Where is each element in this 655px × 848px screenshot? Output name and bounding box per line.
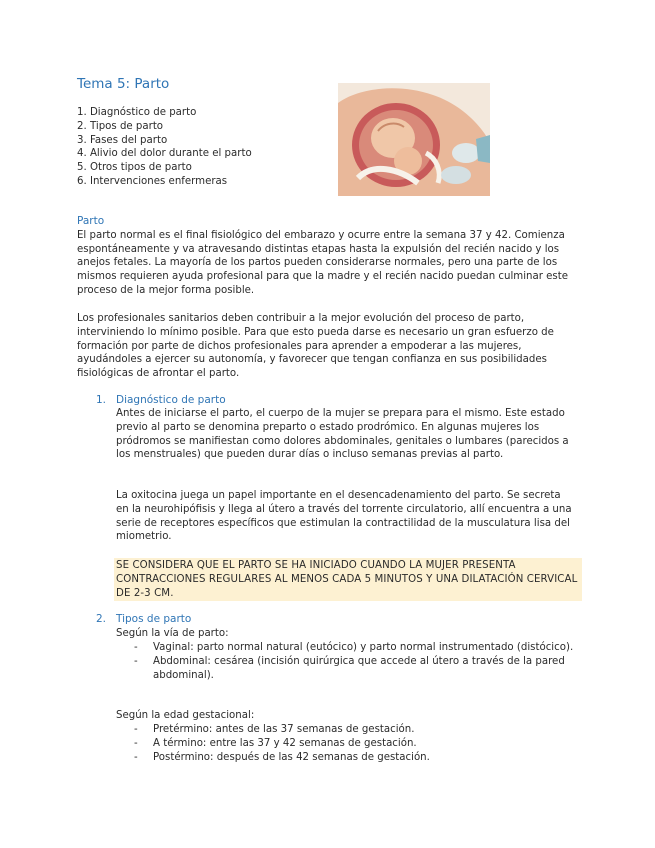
toc-item: 1. Diagnóstico de parto [77,107,197,118]
list-item-text: A término: entre las 37 y 42 semanas de gestación. [153,737,417,749]
toc-item: 3. Fases del parto [77,134,168,146]
section-1-paragraph-2: La oxitocina juega un papel importante en el desencadenamiento del parto. Se secreta en la neurohipófisis y llega al útero a través del torrente circulatorio, allí encuentra a una serie de receptores específicos que estimulan la contractilidad de la musculatura lisa del miometrio. [116,490,572,543]
parto-paragraph-1: El parto normal es el final fisiológico del embarazo y ocurre entre la semana 37 y 42. Comienza espontáneamente y va atravesando distintas etapas hasta la expulsión del recién nacido y los anejos fetales. La mayoría de los partos pueden considerarse normales, pero una parte de los mismos requieren ayuda profesional para que la madre y el recién nacido puedan culminar este proceso de la mejor forma posible. [77,229,569,296]
list-item [134,723,574,737]
dash-bullet: - [134,724,138,735]
list-item-text: Abdominal: cesárea (incisión quirúrgica que accede al útero a través de la pared abdominal). [153,655,565,681]
toc-item: 4. Alivio del dolor durante el parto [77,148,252,160]
via-label: Según la vía de parto: [116,628,229,639]
list-item [134,751,574,765]
section-1-paragraph-1: Antes de iniciarse el parto, el cuerpo de la mujer se prepara para el mismo. Este estado previo al parto se denomina preparto o estado prodrómico. En algunas mujeres los pródromos se manifiestan como dolores abdominales, genitales o lumbares (parecidos a los menstruales) que pueden durar días o incluso semanas previas al parto. [116,408,569,461]
section-2-heading [96,613,191,627]
highlighted-note: SE CONSIDERA QUE EL PARTO SE HA INICIADO CUANDO LA MUJER PRESENTA CONTRACCIONES REGULARES AL MENOS CADA 5 MINUTOS Y UNA DILATACIÓN CERVICAL DE 2-3 CM. [114,558,582,601]
dash-bullet: - [134,655,138,667]
edad-list [134,723,574,764]
parto-paragraph-2-block [77,312,577,381]
list-item-text: Vaginal: parto normal natural (eutócico) y parto normal instrumentado (distócico). [153,642,574,653]
list-item [134,737,574,751]
dash-bullet: - [134,751,138,763]
section-2-title: Tipos de parto [116,613,192,625]
parto-section [77,215,577,298]
section-1-paragraph-2-block [116,489,576,544]
parto-paragraph-2: Los profesionales sanitarios deben contribuir a la mejor evolución del proceso de parto, interviniendo lo mínimo posible. Para que esto pueda darse es necesario un gran esfuerzo de formación por parte de dichos profesionales para aprender a empoderar a las mujeres, ayudándoles a ejercer su autonomía, y favorecer que tengan confianza en sus posibilidades fisiológicas de afrontar el parto. [77,313,554,380]
list-item-text: Postérmino: después de las 42 semanas de gestación. [153,751,430,763]
section-1-heading [96,394,226,408]
dash-bullet: - [134,642,138,653]
toc-item: 2. Tipos de parto [77,120,164,132]
table-of-contents [77,106,327,189]
list-item [134,641,574,655]
childbirth-illustration [338,83,490,196]
page-title: Tema 5: Parto [77,76,170,92]
section-1-paragraph-1-block [116,407,576,462]
via-list [134,641,574,682]
list-item-text: Pretérmino: antes de las 37 semanas de gestación. [153,724,415,735]
toc-item: 5. Otros tipos de parto [77,162,192,174]
section-1-number: 1. [96,394,107,406]
list-item [134,655,574,683]
edad-label: Según la edad gestacional: [116,710,255,721]
toc-item: 6. Intervenciones enfermeras [77,175,228,187]
parto-heading: Parto [77,215,105,227]
childbirth-illustration-image [338,83,490,196]
dash-bullet: - [134,737,138,749]
section-1-title: Diagnóstico de parto [116,394,226,406]
section-2-number: 2. [96,613,107,625]
